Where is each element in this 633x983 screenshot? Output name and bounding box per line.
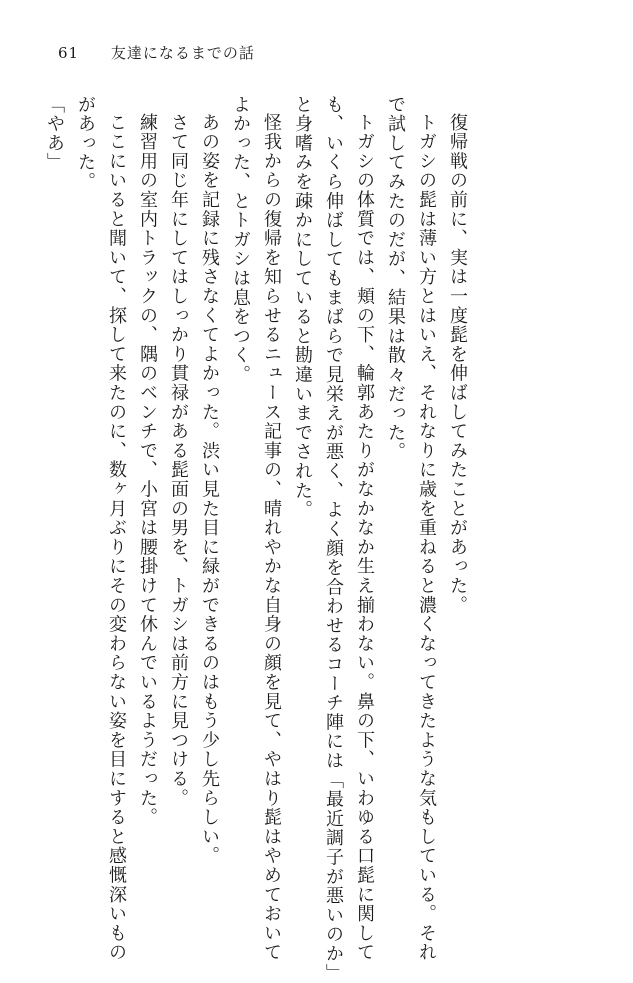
text-line: 練習用の室内トラックの、隅のベンチで、小宮は腰掛けて休んでいるようだった。 bbox=[137, 113, 158, 828]
text-line: よかった、とトガシは息をつく。 bbox=[230, 95, 251, 385]
chapter-title: 友達になるまでの話 bbox=[110, 44, 255, 62]
text-line: ここにいると聞いて、探して来たのに、数ヶ月ぶりにその変わらない姿を目にすると感慨深いもの bbox=[106, 113, 127, 963]
text-line: で試してみたのだが、結果は散々だった。 bbox=[385, 95, 406, 462]
text-line: トガシの体質では、頬の下、輪郭あたりがなかなか生え揃わない。鼻の下、いわゆる口髭に関して bbox=[354, 113, 375, 963]
text-line: 「やあ」 bbox=[44, 95, 65, 173]
page-number: 61 bbox=[58, 44, 80, 62]
text-line: と身嗜みを疎かにしていると勘違いまでされた。 bbox=[292, 95, 313, 520]
text-line: も、いくら伸ばしてもまばらで見栄えが悪く、よく顔を合わせるコーチ陣には「最近調子が悪いのか」 bbox=[323, 95, 344, 983]
text-line: さて同じ年にしてはしっかり貫禄がある髭面の男を、トガシは前方に見つける。 bbox=[168, 113, 189, 808]
text-line: 復帰戦の前に、実は一度髭を伸ばしてみたことがあった。 bbox=[447, 113, 468, 615]
text-line: 怪我からの復帰を知らせるニュース記事の、晴れやかな自身の顔を見て、やはり髭はやめておいて bbox=[261, 113, 282, 963]
text-line: があった。 bbox=[75, 95, 96, 192]
text-line: あの姿を記録に残さなくてよかった。渋い見た目に緑ができるのはもう少し先らしい。 bbox=[199, 113, 220, 866]
text-line: トガシの髭は薄い方とはいえ、それなりに歳を重ねると濃くなってきたような気もしている。それ bbox=[416, 113, 437, 963]
